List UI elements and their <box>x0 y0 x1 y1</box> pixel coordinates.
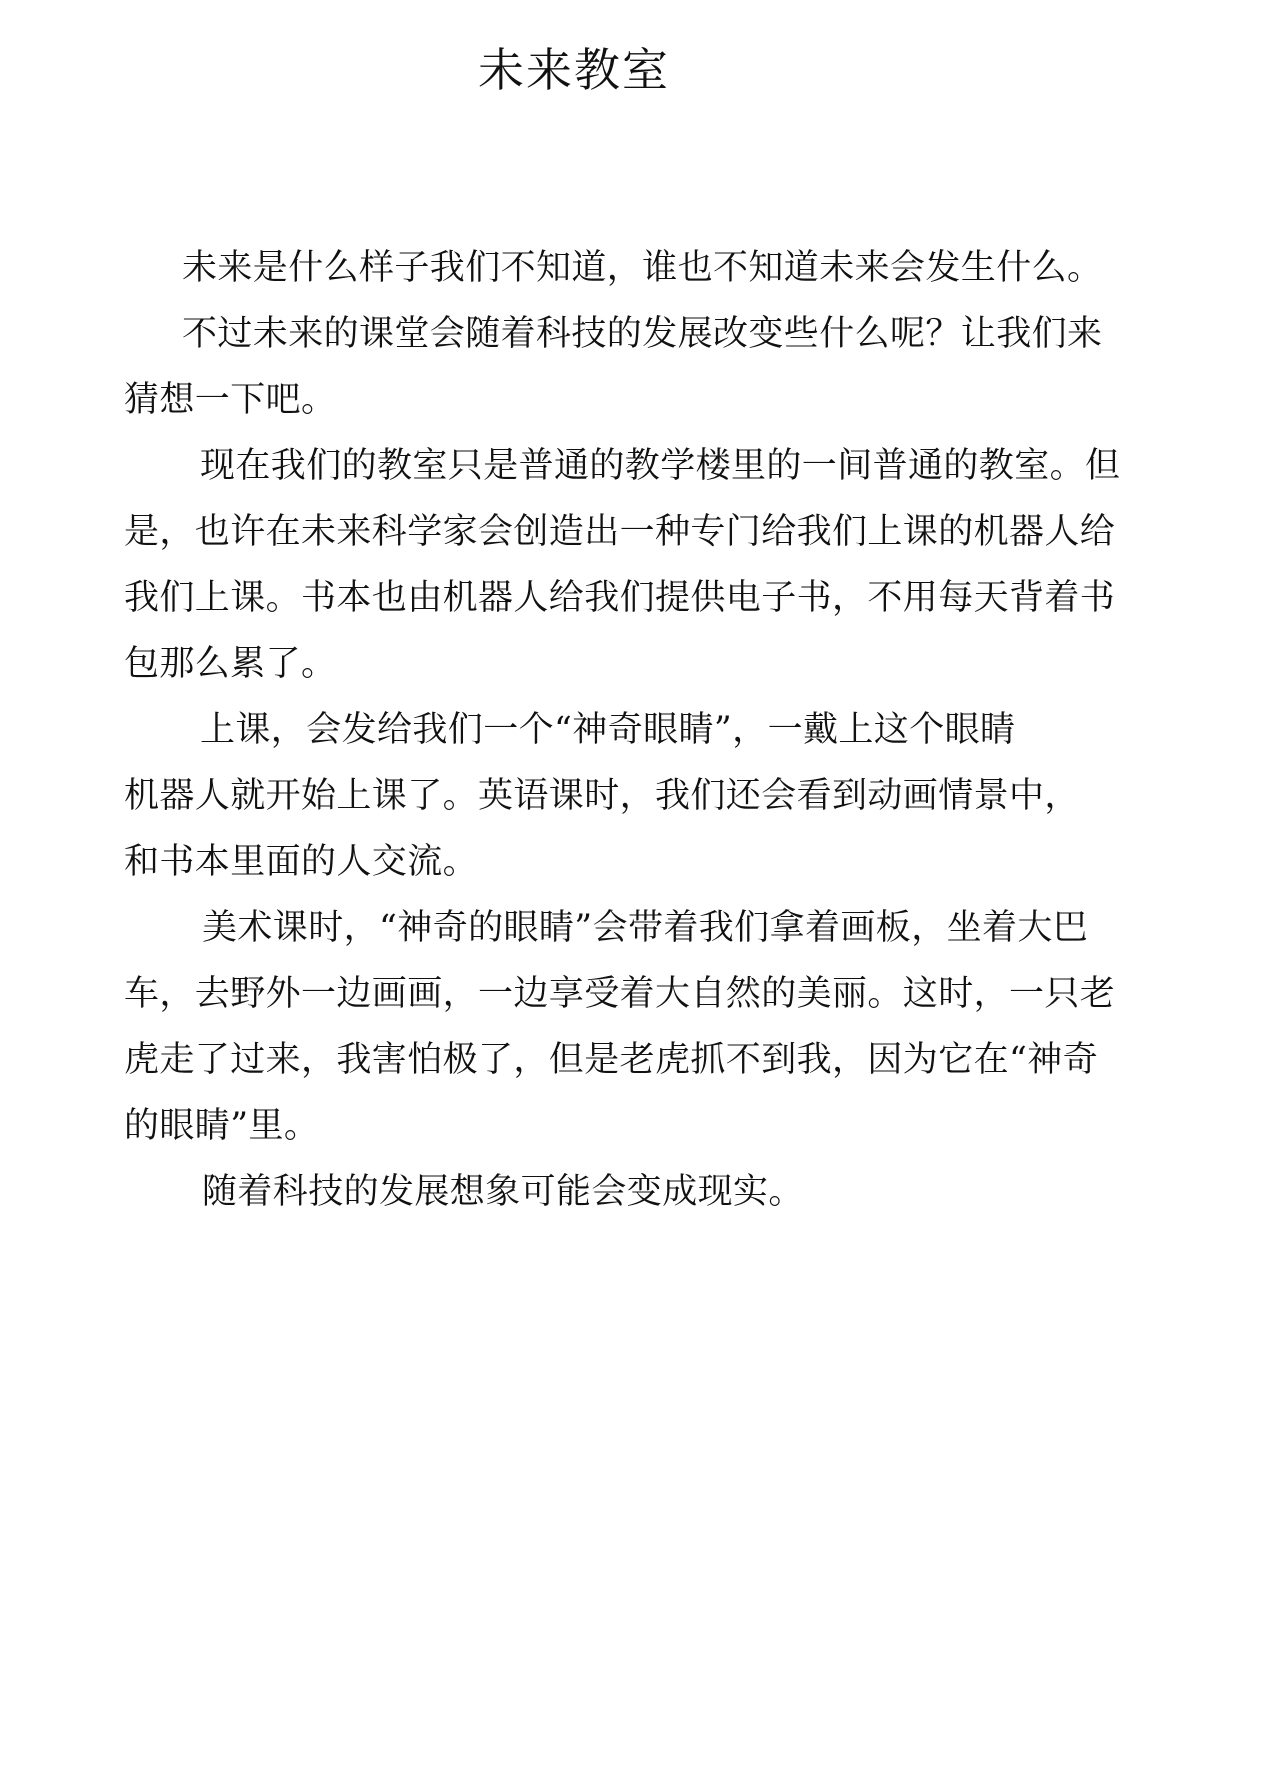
text-line: 包那么累了。 <box>124 644 337 684</box>
document-title: 未来教室 <box>478 43 670 97</box>
text-line: 随着科技的发展想象可能会变成现实。 <box>202 1172 804 1212</box>
text-line: 和书本里面的人交流。 <box>124 842 479 882</box>
document-body <box>124 235 1204 1225</box>
text-line: 车，去野外一边画画，一边享受着大自然的美丽。这时，一只老 <box>124 974 1116 1014</box>
text-line: 现在我们的教室只是普通的教学楼里的一间普通的教室。但 <box>200 446 1121 486</box>
text-line: 的眼睛”里。 <box>124 1106 320 1146</box>
text-line: 是，也许在未来科学家会创造出一种专门给我们上课的机器人给 <box>124 512 1116 552</box>
text-line: 猜想一下吧。 <box>124 380 337 420</box>
text-line: 未来是什么样子我们不知道，谁也不知道未来会发生什么。 <box>182 248 1103 288</box>
text-line: 我们上课。书本也由机器人给我们提供电子书，不用每天背着书 <box>124 578 1116 618</box>
text-line: 美术课时，“神奇的眼睛”会带着我们拿着画板，坐着大巴 <box>202 908 1089 948</box>
text-line: 虎走了过来，我害怕极了，但是老虎抓不到我，因为它在“神奇 <box>124 1040 1099 1080</box>
text-line: 上课，会发给我们一个“神奇眼睛”，一戴上这个眼睛 <box>200 710 1016 750</box>
text-line: 机器人就开始上课了。英语课时，我们还会看到动画情景中， <box>124 776 1080 816</box>
text-line: 不过未来的课堂会随着科技的发展改变些什么呢？让我们来 <box>182 314 1103 354</box>
